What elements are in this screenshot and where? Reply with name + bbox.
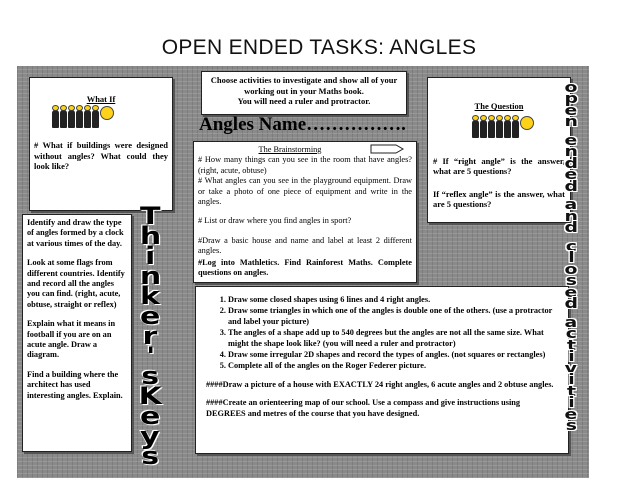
what-if-card <box>29 77 173 211</box>
open-ended-vertical-text: o p e n e n d e d a n d c l o s e d a c t i v i t i e s <box>564 79 578 434</box>
task-item: Identify and draw the type of angles formed by a clock at various times of the day. <box>27 218 124 248</box>
pinboard <box>17 66 589 478</box>
brainstorming-item: #Log into Mathletics. Find Rainforest Maths. Complete questions on angles. <box>198 257 412 278</box>
main-task-item: 2. Draw some triangles in which one of the angles is double one of the others. (use a protractor and label your picture) <box>228 306 558 327</box>
question-card <box>427 77 571 223</box>
question-reflex-angle: If “reflex angle” is the answer, what are 5 questions? <box>433 188 565 209</box>
brainstorming-item: # List or draw where you find angles in sport? <box>198 216 352 226</box>
task-item: Explain what it means in football if you are on an acute angle. Draw a diagram. <box>27 319 116 360</box>
instructions-line-1: Choose activities to investigate and show all of your working out in your Maths book. <box>210 75 398 96</box>
task-item: Look at some flags from different countries. Identify and record all the angles you can find. (right, acute, obtuse, straight or reflex) <box>27 258 125 309</box>
extension-task-map: ####Create an orienteering map of our school. Use a compass and give instructions using DEGREES and metres of the course that you have designed. <box>206 398 521 418</box>
thinkers-clipart-icon <box>52 110 114 128</box>
instructions-line-2: You will need a ruler and protractor. <box>237 96 371 106</box>
thinkers-tasks-card <box>22 214 132 452</box>
main-task-item: 3. The angles of a shape add up to 540 degrees but the angles are not all the same size. What might the shape look like? (you will need a ruler and protractor) <box>228 328 558 349</box>
brainstorming-item: # How many things can you see in the room that have angles? (right, acute, obtuse) # What angles can you see in the playground equipment. Draw or take a photo of one piece of equipment and write in the angles. <box>198 155 412 207</box>
instructions-card <box>201 71 407 115</box>
arrow-shape-icon <box>370 144 404 154</box>
brainstorming-heading: The Brainstorming <box>258 145 322 154</box>
question-right-angle: # If “right angle” is the answer, what are 5 questions? <box>433 155 565 176</box>
brainstorming-item: #Draw a basic house and name and label at least 2 different angles. <box>198 235 412 256</box>
main-task-item: 1. Draw some closed shapes using 6 lines and 4 right angles. <box>228 295 558 305</box>
task-item: Find a building where the architect has used interesting angles. Explain. <box>27 369 123 400</box>
thinkers-clipart-icon <box>472 120 534 138</box>
slide-title: OPEN ENDED TASKS: ANGLES <box>161 36 477 59</box>
extension-task-house: ####Draw a picture of a house with EXACTLY 24 right angles, 6 acute angles and 2 obtuse angles. <box>206 379 554 389</box>
name-headline: Angles Name……………. <box>199 114 406 135</box>
main-task-list <box>206 295 558 372</box>
main-tasks-card <box>195 286 569 454</box>
main-task-item: 4. Draw some irregular 2D shapes and record the types of angles. (not squares or rectangles) <box>228 350 558 360</box>
question-heading: The Question <box>474 101 524 111</box>
what-if-heading: What If <box>86 94 116 104</box>
main-task-item: 5. Complete all of the angles on the Roger Federer picture. <box>228 361 558 371</box>
brainstorming-card <box>193 141 417 283</box>
thinkers-keys-vertical-text: T h i n k e r ' s K e y s <box>138 202 162 470</box>
what-if-text: # What if buildings were designed without angles? What could they look like? <box>34 140 168 171</box>
